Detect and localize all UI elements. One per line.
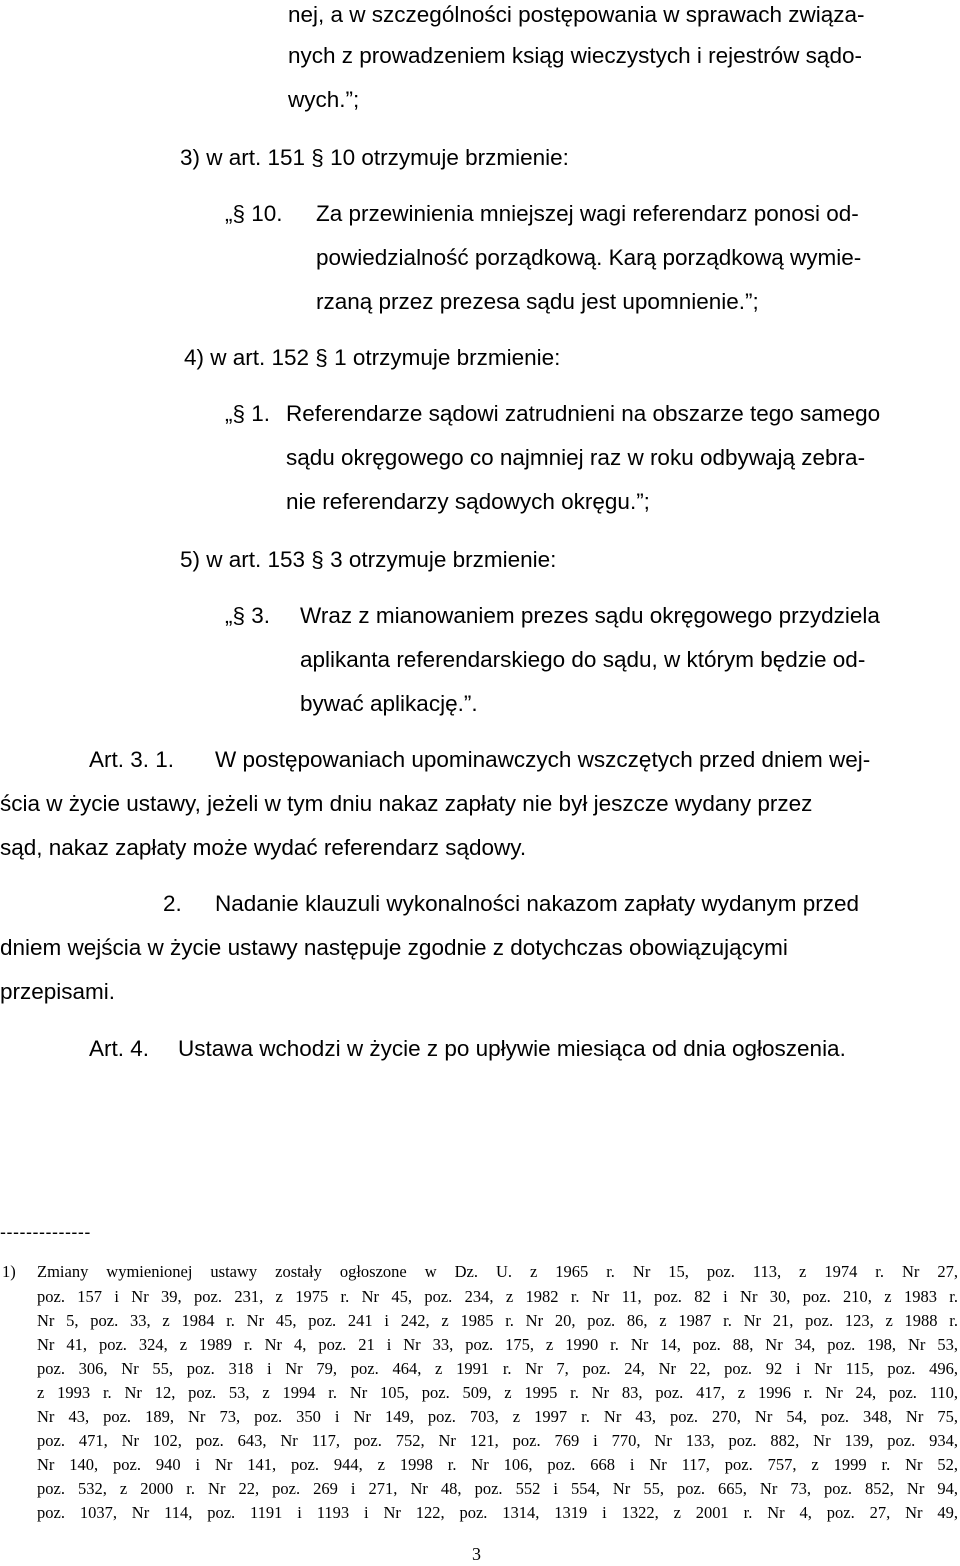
footnote-number: 1): [2, 1262, 16, 1281]
footnote-line: Nr 140, poz. 940 i Nr 141, poz. 944, z 1998 r. Nr 106, poz. 668 i Nr 117, poz. 757, z 1999 r. Nr 52,: [37, 1455, 958, 1474]
body-line: Za przewinienia mniejszej wagi referendarz ponosi od-: [316, 201, 859, 226]
body-line: aplikanta referendarskiego do sądu, w którym będzie od-: [300, 647, 866, 672]
footnote-line: poz. 532, z 2000 r. Nr 22, poz. 269 i 271, Nr 48, poz. 552 i 554, Nr 55, poz. 665, Nr 73, poz. 852, Nr 94,: [37, 1479, 958, 1498]
body-line: nych z prowadzeniem ksiąg wieczystych i rejestrów sądo-: [288, 43, 862, 68]
body-line: sąd, nakaz zapłaty może wydać referendarz sądowy.: [0, 835, 527, 860]
paragraph-label: „§ 10.: [225, 201, 283, 226]
body-line: Ustawa wchodzi w życie z po upływie miesiąca od dnia ogłoszenia.: [178, 1036, 846, 1061]
body-line: sądu okręgowego co najmniej raz w roku odbywają zebra-: [286, 445, 866, 470]
page-number: 3: [472, 1544, 481, 1564]
body-line: Nadanie klauzuli wykonalności nakazom zapłaty wydanym przed: [215, 891, 860, 916]
body-line: wych.”;: [288, 87, 360, 112]
footnote-separator: --------------: [0, 1222, 91, 1242]
footnote-line: poz. 306, Nr 55, poz. 318 i Nr 79, poz. 464, z 1991 r. Nr 7, poz. 24, Nr 22, poz. 92 i Nr 115, poz. 496,: [37, 1359, 958, 1378]
body-line: dniem wejścia w życie ustawy następuje zgodnie z dotychczas obowiązującymi: [0, 935, 788, 960]
body-line: powiedzialność porządkową. Karą porządkową wymie-: [316, 245, 862, 270]
article-label: Art. 3. 1.: [89, 747, 175, 772]
footnote-line: poz. 1037, Nr 114, poz. 1191 i 1193 i Nr 122, poz. 1314, 1319 i 1322, z 2001 r. Nr 4, poz. 27, Nr 49,: [37, 1503, 958, 1522]
footnote-line: Nr 41, poz. 324, z 1989 r. Nr 4, poz. 21 i Nr 33, poz. 175, z 1990 r. Nr 14, poz. 88, Nr 34, poz. 198, Nr 53,: [37, 1335, 958, 1354]
body-line: rzaną przez prezesa sądu jest upomnienie.”;: [316, 289, 759, 314]
paragraph-label: „§ 1.: [225, 401, 271, 426]
body-line: ścia w życie ustawy, jeżeli w tym dniu nakaz zapłaty nie był jeszcze wydany przez: [0, 791, 813, 816]
body-line: Wraz z mianowaniem prezes sądu okręgowego przydziela: [300, 603, 880, 628]
article-label: Art. 4.: [89, 1036, 150, 1061]
footnote-line: Nr 5, poz. 33, z 1984 r. Nr 45, poz. 241 i 242, z 1985 r. Nr 20, poz. 86, z 1987 r. Nr 21, poz. 123, z 1988 r.: [37, 1311, 958, 1330]
body-line: Referendarze sądowi zatrudnieni na obszarze tego samego: [286, 401, 881, 426]
footnote-line: z 1993 r. Nr 12, poz. 53, z 1994 r. Nr 105, poz. 509, z 1995 r. Nr 83, poz. 417, z 1996 r. Nr 24, poz. 110,: [37, 1383, 958, 1402]
body-line: nej, a w szczególności postępowania w sprawach związa-: [288, 2, 865, 27]
amendment-item-3-intro: 3) w art. 151 § 10 otrzymuje brzmienie:: [180, 145, 569, 170]
body-line: przepisami.: [0, 979, 116, 1004]
footnote-line: poz. 157 i Nr 39, poz. 231, z 1975 r. Nr 45, poz. 234, z 1982 r. Nr 11, poz. 82 i Nr 30, poz. 210, z 1983 r.: [37, 1287, 958, 1306]
footnote-line: Nr 43, poz. 189, Nr 73, poz. 350 i Nr 149, poz. 703, z 1997 r. Nr 43, poz. 270, Nr 54, poz. 348, Nr 75,: [37, 1407, 958, 1426]
footnote-line: Zmiany wymienionej ustawy zostały ogłoszone w Dz. U. z 1965 r. Nr 15, poz. 113, z 1974 r. Nr 27,: [37, 1262, 958, 1281]
body-line: bywać aplikację.”.: [300, 691, 478, 716]
footnote-line: poz. 471, Nr 102, poz. 643, Nr 117, poz. 752, Nr 121, poz. 769 i 770, Nr 133, poz. 882, Nr 139, poz. 934,: [37, 1431, 958, 1450]
amendment-item-5-intro: 5) w art. 153 § 3 otrzymuje brzmienie:: [180, 547, 557, 572]
body-line: W postępowaniach upominawczych wszczętych przed dniem wej-: [215, 747, 871, 772]
paragraph-label: 2.: [163, 891, 182, 916]
body-line: nie referendarzy sądowych okręgu.”;: [286, 489, 650, 514]
paragraph-label: „§ 3.: [225, 603, 271, 628]
amendment-item-4-intro: 4) w art. 152 § 1 otrzymuje brzmienie:: [184, 345, 561, 370]
